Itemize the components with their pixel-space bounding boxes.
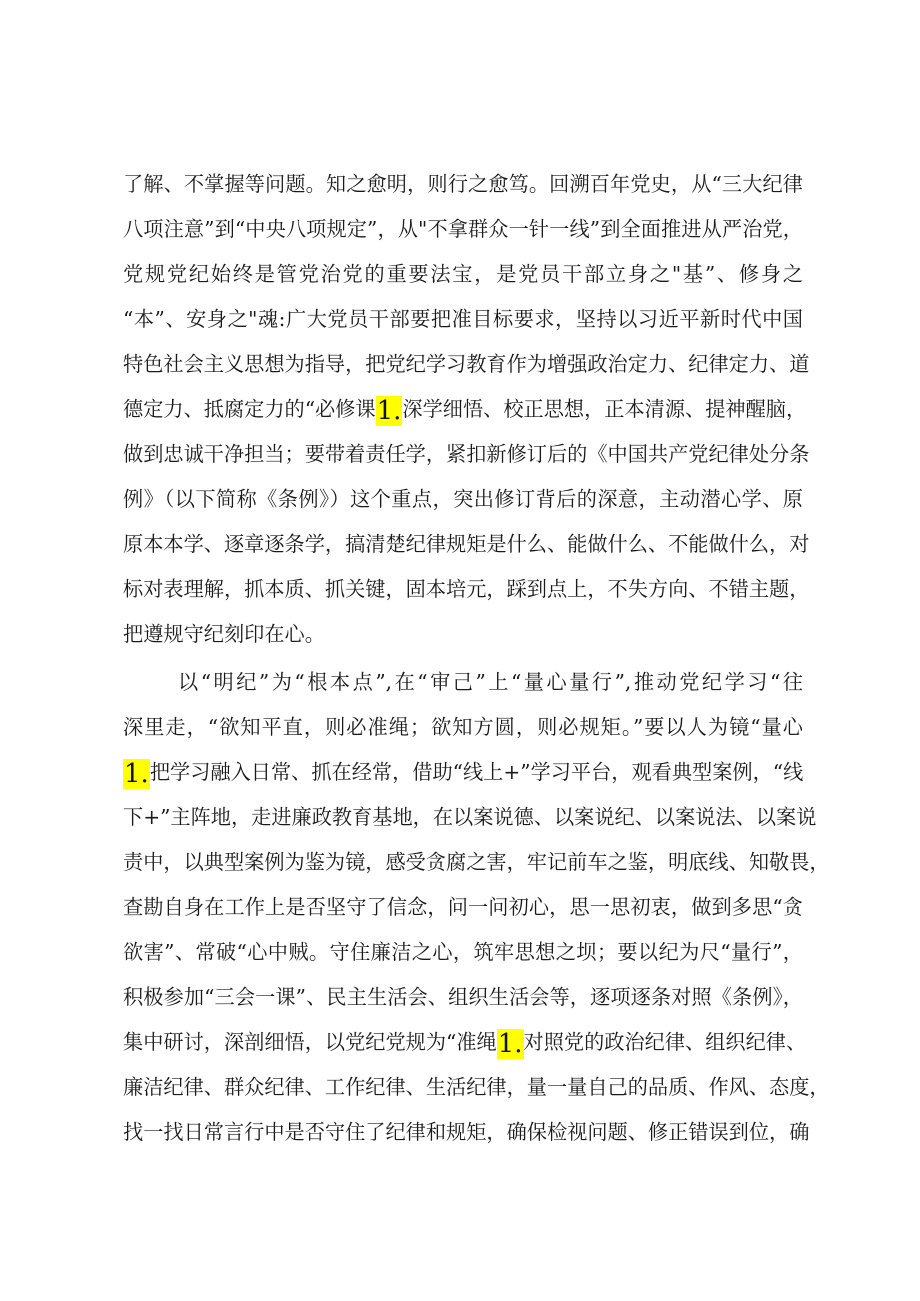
highlighted-number-marker: 1. [497,1029,523,1059]
text-line [123,795,817,839]
text-run: 党规党纪始终是管党治党的重要法宝，是党员干部立身之"基”、修身之 [123,262,803,286]
text-line [123,612,803,656]
text-run: “本”、安身之"魂:广大党员干部要把准目标要求，坚持以习近平新时代中国 [123,307,803,331]
text-run: 把遵规守纪刻印在心。 [123,622,325,646]
text-line [123,750,803,794]
text-run: 对照党的政治纪律、组织纪律、 [523,1030,807,1054]
text-line [123,252,803,296]
text-run: 以“明纪”为“根本点”,在“审己”上“量心量行”,推动党纪学习“往 [178,670,803,694]
text-line [123,297,803,341]
text-run: 八项注意”到“中央八项规定”，从"不拿群众一针一线”到全面推进从严治党， [123,217,803,241]
text-line [123,342,810,386]
text-run: 做到忠诚干净担当；要带着责任学，紧扣新修订后的《中国共产党纪律处分条 [123,442,810,466]
text-line [123,975,803,1019]
highlighted-number-marker: 1. [124,759,149,789]
text-run: 标对表理解，抓本质、抓关键，固本培元，踩到点上，不失方向、不错主题， [123,577,810,601]
text-line [123,162,803,206]
text-run: 积极参加“三会一课”、民主生活会、组织生活会等，逐项逐条对照《条例》， [123,985,803,1009]
text-line [123,477,803,521]
text-run: 责中，以典型案例为鉴为镜，感受贪腐之害，牢记前车之鉴，明底线、知敬畏， [123,850,830,874]
text-run: 德定力、抵腐定力的“必修课 [123,397,376,421]
highlighted-number-marker: 1. [376,396,402,426]
text-line [123,885,803,929]
text-run: 了解、不掌握等问题。知之愈明，则行之愈笃。回溯百年党史，从“三大纪律 [123,172,803,196]
text-run: 深学细悟、校正思想，正本清源、提神醒脑， [402,397,807,421]
text-run: 查勘自身在工作上是否坚守了信念，问一问初心，思一思初衷，做到多思“贪 [123,895,803,919]
text-run: 下+”主阵地，走进廉政教育基地，在以案说德、以案说纪、以案说法、以案说 [123,805,817,829]
text-line [123,432,810,476]
text-line [123,840,830,884]
text-run: 找一找日常言行中是否守住了纪律和规矩，确保检视问题、修正错误到位，确 [123,1120,810,1144]
text-run: 特色社会主义思想为指导，把党纪学习教育作为增强政治定力、纪律定力、道 [123,352,810,376]
text-line [123,930,803,974]
text-run: 例》（以下简称《条例》）这个重点，突出修订背后的深意，主动潜心学、原 [123,487,803,511]
text-line [123,387,807,431]
text-line [123,567,810,611]
text-run: 原本本学、逐章逐条学，搞清楚纪律规矩是什么、能做什么、不能做什么，对 [123,532,810,556]
text-run: 欲害”、常破“心中贼。守住廉洁之心，筑牢思想之坝；要以纪为尺“量行”， [123,940,803,964]
text-line [123,207,803,251]
text-run: 把学习融入日常、抓在经常，借助“线上+”学习平台，观看典型案例，“线 [149,760,804,784]
text-line [123,1020,807,1064]
text-run: 集中研讨，深剖细悟，以党纪党规为“准绳 [123,1030,497,1054]
text-line [123,1065,830,1109]
text-line [123,1110,810,1154]
text-line [123,705,803,749]
text-run: 廉洁纪律、群众纪律、工作纪律、生活纪律，量一量自己的品质、作风、态度， [123,1075,830,1099]
text-run: 深里走，“欲知平直，则必准绳；欲知方圆，则必规矩。”要以人为镜“量心 [123,715,803,739]
text-line [178,660,803,704]
text-line [123,522,810,566]
